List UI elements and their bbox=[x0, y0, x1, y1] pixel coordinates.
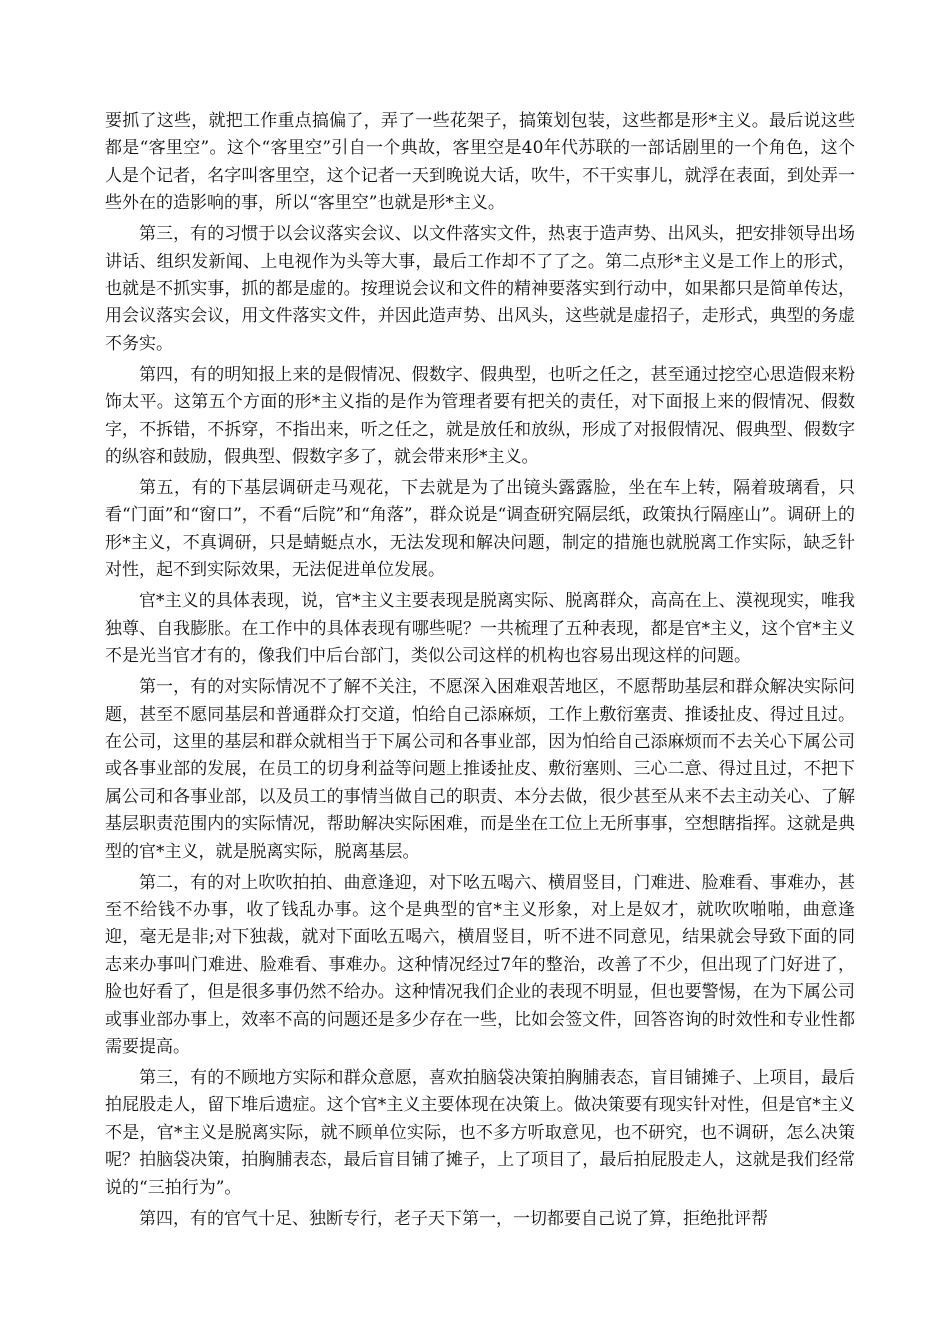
paragraph-formalism-point-5: 第五，有的下基层调研走马观花，下去就是为了出镜头露露脸，坐在车上转，隔着玻璃看，只看“门面”和“窗口”，不看“后院”和“角落”，群众说是“调查研究隔层纸，政策执行隔座山”。调研上的形*主义，不真调研，只是蜻蜓点水，无法发现和解决问题，制定的措施也就脱离工作实际，缺乏针对性，起不到实际效果，无法促进单位发展。 bbox=[105, 478, 855, 581]
paragraph-bureaucratism-point-4: 第四，有的官气十足、独断专行，老子天下第一，一切都要自己说了算，拒绝批评帮 bbox=[139, 1208, 768, 1229]
paragraph-bureaucratism-point-1: 第一，有的对实际情况不了解不关注，不愿深入困难艰苦地区，不愿帮助基层和群众解决实际问题，甚至不愿同基层和普通群众打交道，怕给自己添麻烦，工作上敷衍塞责、推诿扯皮、得过且过。在公司，这里的基层和群众就相当于下属公司和各事业部，因为怕给自己添麻烦而不去关心下属公司或各事业部的发展，在员工的切身利益等问题上推诿扯皮、敷衍塞则、三心二意、得过且过，不把下属公司和各事业部，以及员工的事情当做自己的职责、本分去做，很少甚至从来不去主动关心、了解基层职责范围内的实际情况，帮助解决实际困难，而是坐在工位上无所事事，空想瞎指挥。这就是典型的官*主义，就是脱离实际，脱离基层。 bbox=[105, 677, 855, 862]
document-body bbox=[105, 108, 855, 1237]
paragraph-bureaucratism-intro: 官*主义的具体表现，说，官*主义主要表现是脱离实际、脱离群众，高高在上、漠视现实，唯我独尊、自我膨胀。在工作中的具体表现有哪些呢？一共梳理了五种表现，都是官*主义，这个官*主义不是光当官才有的，像我们中后台部门，类似公司这样的机构也容易出现这样的问题。 bbox=[105, 591, 855, 667]
paragraph-formalism-point-3: 第三，有的习惯于以会议落实会议、以文件落实文件，热衷于造声势、出风头，把安排领导出场讲话、组织发新闻、上电视作为头等大事，最后工作却不了了之。第二点形*主义是工作上的形式，也就是不抓实事，抓的都是虚的。按理说会议和文件的精神要落实到行动中，如果都只是简单传达，用会议落实会议，用文件落实文件，并因此造声势、出风头，这些就是虚招子，走形式，典型的务虚不务实。 bbox=[105, 224, 855, 354]
paragraph-formalism-point-4: 第四，有的明知报上来的是假情况、假数字、假典型，也听之任之，甚至通过挖空心思造假来粉饰太平。这第五个方面的形*主义指的是作为管理者要有把关的责任，对下面报上来的假情况、假数字，不拆错，不拆穿，不指出来，听之任之，就是放任和放纵，形成了对报假情况、假典型、假数字的纵容和鼓励，假典型、假数字多了，就会带来形*主义。 bbox=[105, 364, 855, 468]
paragraph-bureaucratism-point-2: 第二，有的对上吹吹拍拍、曲意逢迎，对下吆五喝六、横眉竖目，门难进、脸难看、事难办，甚至不给钱不办事，收了钱乱办事。这个是典型的官*主义形象，对上是奴才，就吹吹啪啪，曲意逢迎，毫无是非;对下独裁，就对下面吆五喝六，横眉竖目，听不进不同意见，结果就会导致下面的同志来办事叫门难进、脸难看、事难办。这种情况经过7年的整治，改善了不少，但出现了门好进了，脸也好看了，但是很多事仍然不给办。这种情况我们企业的表现不明显，但也要警惕，在为下属公司或事业部办事上，效率不高的问题还是多少存在一些，比如会签文件，回答咨询的时效性和专业性都需要提高。 bbox=[105, 872, 855, 1057]
paragraph-bureaucratism-point-3: 第三，有的不顾地方实际和群众意愿，喜欢拍脑袋决策拍胸脯表态，盲目铺摊子、上项目，最后拍屁股走人，留下堆后遗症。这个官*主义主要体现在决策上。做决策要有现实针对性，但是官*主义不是，官*主义是脱离实际，就不顾单位实际，也不多方听取意见，也不研究，也不调研，怎么决策呢？拍脑袋决策，拍胸脯表态，最后盲目铺了摊子，上了项目了，最后拍屁股走人，这就是我们经常说的“三拍行为”。 bbox=[105, 1067, 855, 1198]
paragraph-continuation: 要抓了这些，就把工作重点搞偏了，弄了一些花架子，搞策划包装，这些都是形*主义。最后说这些都是“客里空”。这个“客里空”引自一个典故，客里空是40年代苏联的一部话剧里的一个角色，这个人是个记者，名字叫客里空，这个记者一天到晚说大话，吹牛，不干实事儿，就浮在表面，到处弄一些外在的造影响的事，所以“客里空”也就是形*主义。 bbox=[105, 111, 855, 214]
